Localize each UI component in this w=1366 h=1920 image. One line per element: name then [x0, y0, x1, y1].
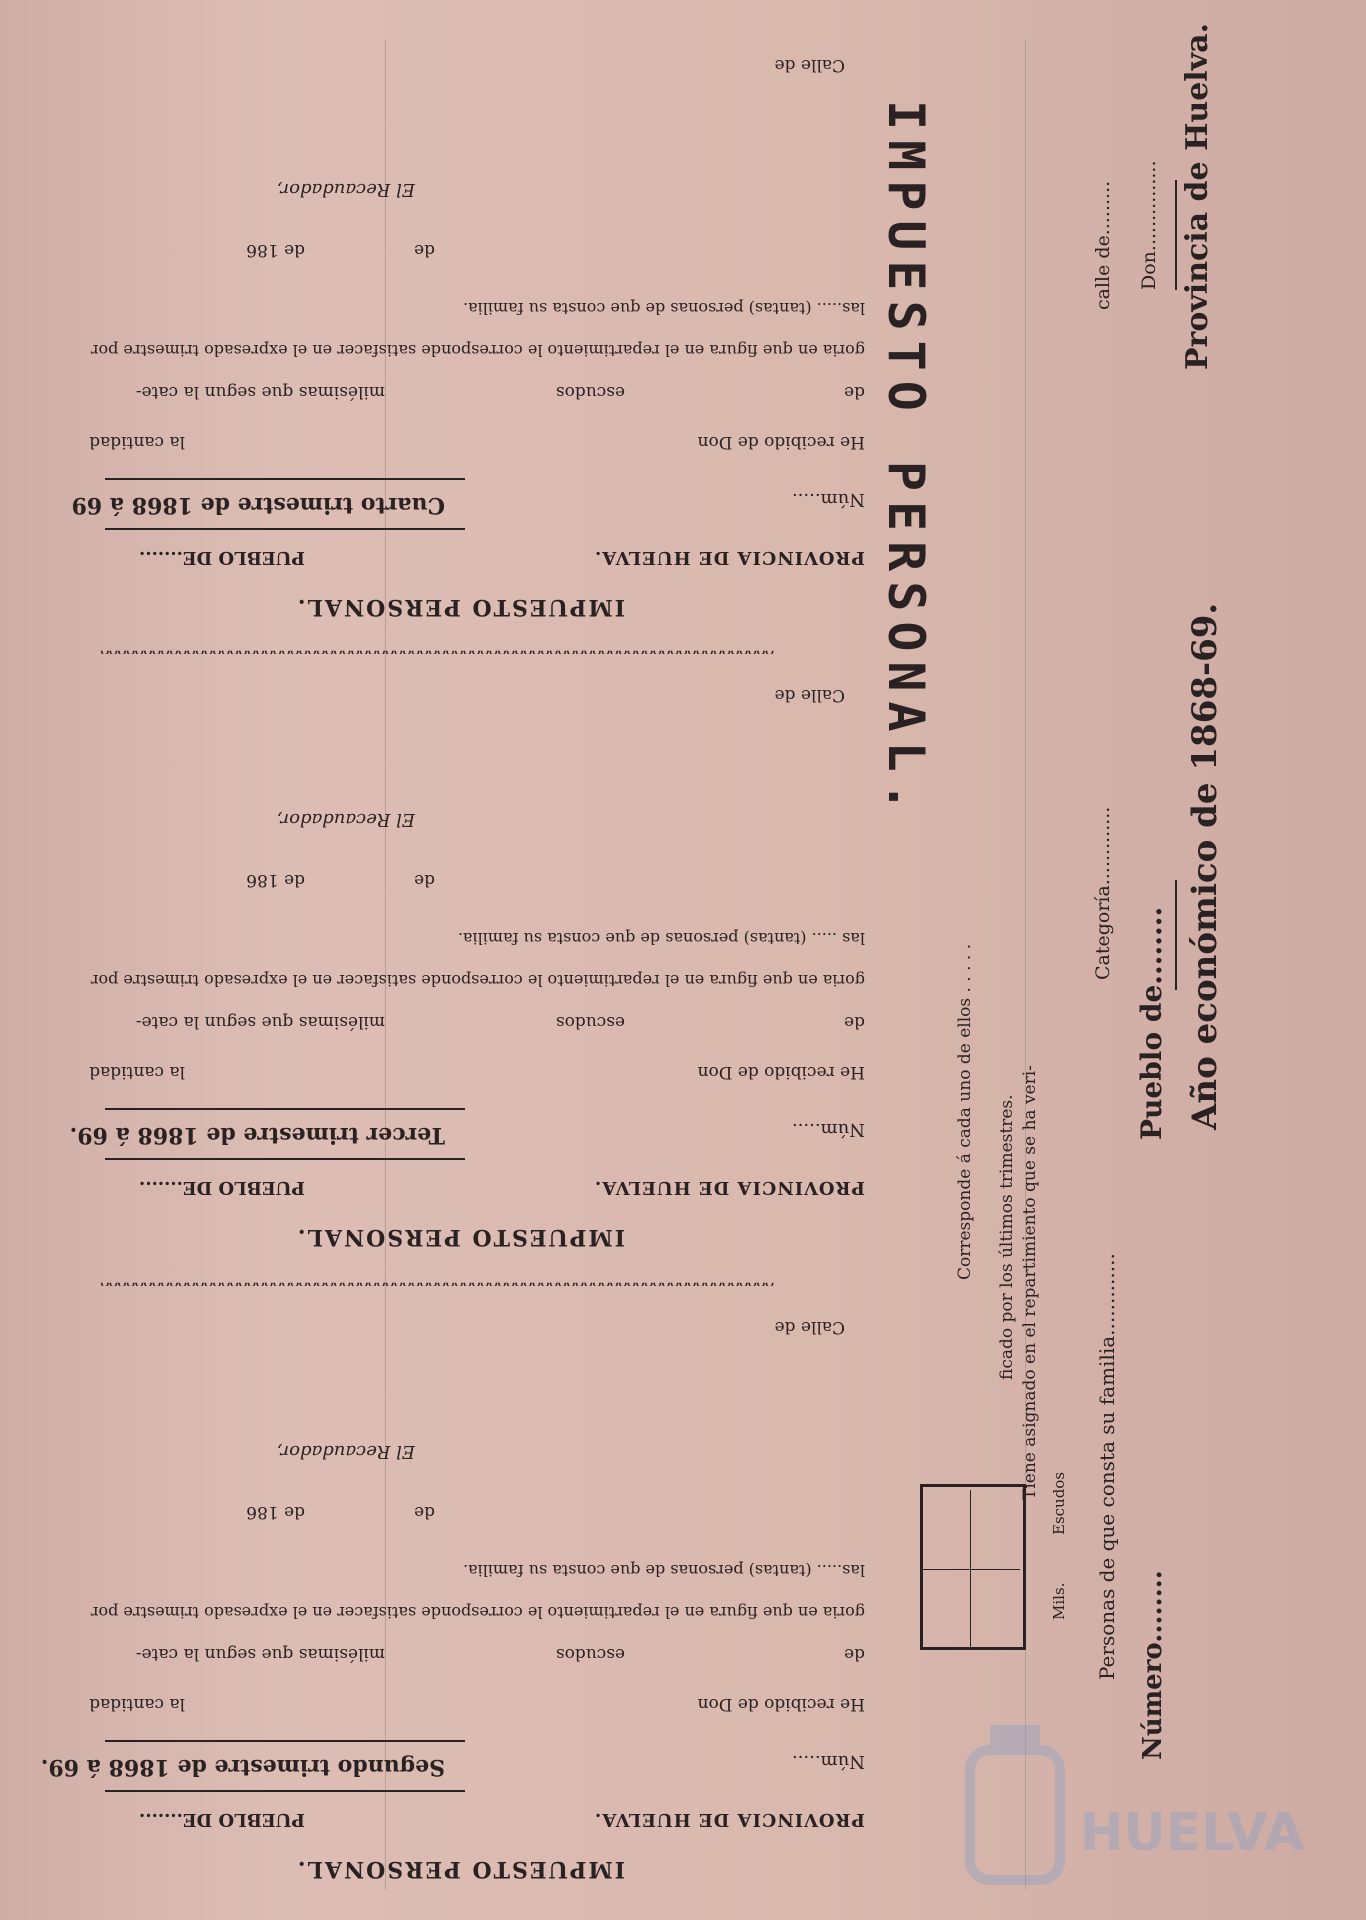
stub-numero: Número........ — [1138, 1570, 1168, 1760]
stub-categoria: Categoría............. — [1092, 806, 1114, 980]
coupon-impuesto: IMPUESTO PERSONAL. — [295, 1224, 625, 1250]
coupon-trimestre: Cuarto trimestre de 1868 á 69 — [71, 492, 445, 518]
coupon-fecha-186: de 186 — [246, 870, 305, 890]
coupon-recibido: He recibido de Don — [697, 1062, 865, 1082]
coupon-milesimas: milésimas que segun la cate- — [135, 1644, 385, 1664]
coupon-de: de — [844, 382, 865, 402]
coupon-provincia: PROVINCIA DE HUELVA. — [593, 1177, 865, 1198]
coupon-milesimas: milésimas que segun la cate- — [135, 1012, 385, 1032]
counterfoil-stub — [900, 20, 1270, 1910]
stub-province: Provincia de Huelva. — [1180, 22, 1215, 370]
coupon-num: Núm..... — [791, 489, 865, 510]
coupon-cantidad: la cantidad — [89, 1062, 185, 1082]
coupon-ornament — [105, 1740, 465, 1742]
coupon-trimestre: Segundo trimestre de 1868 á 69. — [40, 1754, 445, 1780]
stub-ficado: ficado por los últimos trimestres. — [997, 1094, 1017, 1380]
coupon-goria: goria en que figura en el repartimiento le corresponde satisfacer en el expresado trimestre por — [90, 1603, 865, 1622]
coupon-recaudador: El Recaudador, — [276, 1441, 415, 1462]
amount-box-divider — [970, 1490, 971, 1650]
stub-personas: Personas de que consta su familia............. — [1095, 1253, 1119, 1680]
coupon-ornament — [105, 478, 465, 480]
coupon-fecha-186: de 186 — [246, 240, 305, 260]
watermark-text: HUELVA — [1080, 1803, 1305, 1863]
coupon-num: Núm..... — [791, 1119, 865, 1140]
stub-year: Año económico de 1868-69. — [1185, 602, 1225, 1130]
coupon-escudos: escudos — [555, 382, 625, 402]
coupon-fecha-186: de 186 — [246, 1502, 305, 1522]
huelva-watermark-logo — [950, 1720, 1310, 1900]
receipt-coupon — [71, 40, 865, 630]
stub-mils: Mils. — [1050, 1582, 1068, 1620]
amount-box-divider — [920, 1569, 1020, 1570]
coupon-calle: Calle de — [774, 1317, 845, 1337]
stub-don: Don............... — [1138, 160, 1160, 290]
coupon-calle: Calle de — [774, 55, 845, 75]
coupon-ornament — [105, 528, 465, 530]
coupon-escudos: escudos — [555, 1012, 625, 1032]
coupon-ornament — [105, 1108, 465, 1110]
coupon-provincia: PROVINCIA DE HUELVA. — [593, 547, 865, 568]
coupon-milesimas: milésimas que segun la cate- — [135, 382, 385, 402]
coupon-impuesto: IMPUESTO PERSONAL. — [295, 594, 625, 620]
coupon-las: las..... (tantas) personas de que consta su familia. — [462, 299, 865, 318]
coupon-de: de — [844, 1644, 865, 1664]
stub-asignado: Tiene asignado en el repartimiento que se ha veri- — [1020, 1065, 1040, 1500]
coupon-pueblo: PUEBLO DE....... — [139, 547, 305, 568]
coupon-recibido: He recibido de Don — [697, 1694, 865, 1714]
stub-calle: calle de......... — [1092, 180, 1114, 310]
coupon-cantidad: la cantidad — [89, 1694, 185, 1714]
receipt-coupon — [40, 1302, 865, 1892]
coupon-separator: ᴗᴗᴗᴗᴗᴗᴗᴗᴗᴗᴗᴗᴗᴗᴗᴗᴗᴗᴗᴗᴗᴗᴗᴗᴗᴗᴗᴗᴗᴗᴗᴗᴗᴗᴗᴗᴗᴗᴗᴗᴗᴗᴗᴗᴗᴗᴗᴗᴗᴗᴗᴗᴗᴗᴗᴗᴗᴗᴗᴗᴗᴗᴗᴗᴗᴗᴗᴗᴗᴗᴗᴗᴗᴗᴗᴗᴗᴗ — [100, 640, 774, 654]
stub-ornament — [1175, 880, 1177, 990]
coupon-provincia: PROVINCIA DE HUELVA. — [593, 1809, 865, 1830]
stub-pueblo: Pueblo de........ — [1135, 906, 1168, 1140]
coupon-recibido: He recibido de Don — [697, 432, 865, 452]
coupon-escudos: escudos — [555, 1644, 625, 1664]
coupon-fecha-de: de — [414, 870, 435, 890]
stub-corresponde: Corresponde á cada uno de ellos . . . . . — [955, 943, 975, 1280]
coupon-calle: Calle de — [774, 685, 845, 705]
coupon-fecha-de: de — [414, 1502, 435, 1522]
coupon-ornament — [105, 1158, 465, 1160]
coupon-trimestre: Tercer trimestre de 1868 á 69. — [69, 1122, 445, 1148]
coupon-cantidad: la cantidad — [89, 432, 185, 452]
coupon-goria: goria en que figura en el repartimiento le corresponde satisfacer en el expresado trimestre por — [90, 971, 865, 990]
coupon-de: de — [844, 1012, 865, 1032]
coupon-ornament — [105, 1790, 465, 1792]
coupon-impuesto: IMPUESTO PERSONAL. — [295, 1856, 625, 1882]
amount-box — [920, 1484, 1026, 1650]
coupon-recaudador: El Recaudador, — [276, 179, 415, 200]
coupon-las: las ..... (tantas) personas de que consta su familia. — [457, 929, 865, 948]
stub-ornament — [1175, 180, 1177, 290]
coupon-separator: ᴗᴗᴗᴗᴗᴗᴗᴗᴗᴗᴗᴗᴗᴗᴗᴗᴗᴗᴗᴗᴗᴗᴗᴗᴗᴗᴗᴗᴗᴗᴗᴗᴗᴗᴗᴗᴗᴗᴗᴗᴗᴗᴗᴗᴗᴗᴗᴗᴗᴗᴗᴗᴗᴗᴗᴗᴗᴗᴗᴗᴗᴗᴗᴗᴗᴗᴗᴗᴗᴗᴗᴗᴗᴗᴗᴗᴗᴗ — [100, 1272, 774, 1286]
coupon-num: Núm..... — [791, 1751, 865, 1772]
coupon-recaudador: El Recaudador, — [276, 809, 415, 830]
big-title: IMPUESTO PERSONAL. — [877, 100, 935, 822]
coupon-pueblo: PUEBLO DE....... — [139, 1177, 305, 1198]
coupon-goria: goria en que figura en el repartimiento le corresponde satisfacer en el expresado trimestre por — [90, 341, 865, 360]
stub-escudos: Escudos — [1050, 1471, 1068, 1535]
coupon-fecha-de: de — [414, 240, 435, 260]
coupon-pueblo: PUEBLO DE....... — [139, 1809, 305, 1830]
receipt-coupon — [69, 670, 865, 1260]
coupon-las: las..... (tantas) personas de que consta su familia. — [462, 1561, 865, 1580]
